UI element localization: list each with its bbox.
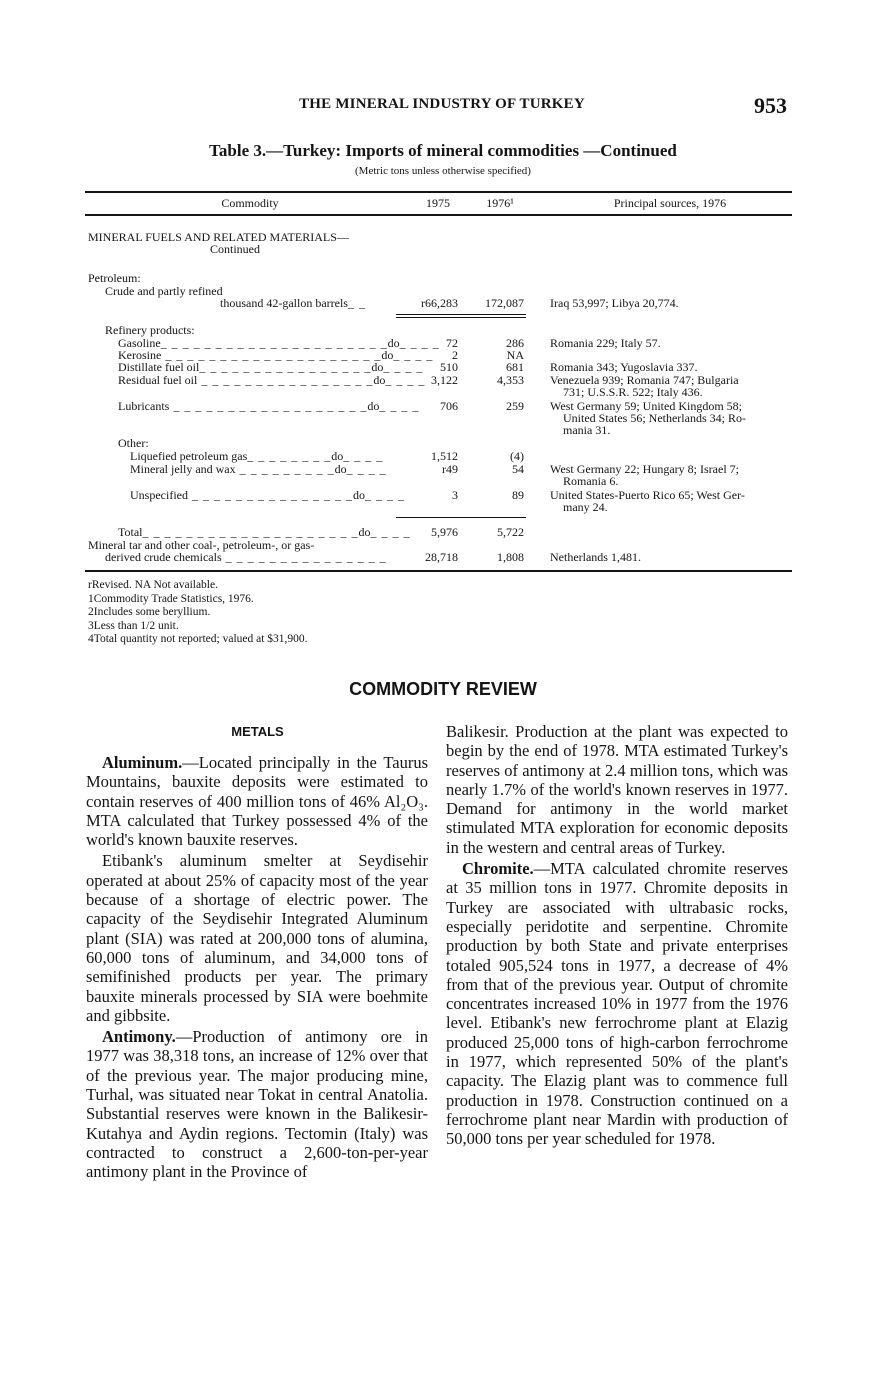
row-sources: West Germany 59; United Kingdom 58; <box>550 399 743 413</box>
row-sources-cont: Romania 6. <box>563 474 619 488</box>
footnote: 3Less than 1/2 unit. <box>88 619 179 632</box>
paragraph-lead: Aluminum. <box>102 753 183 772</box>
row-1976: 54 <box>512 462 524 476</box>
total-rule <box>396 517 526 518</box>
paragraph-text: —Production of antimony ore in 1977 was 38,318 tons, an increase of 12% over that of the previous year. The major producing mine, Turhal, was situated near Tokat in central Anatolia. Substantial reserves were known in the Balikesir-Kutahya and Aydin regions. Tectomin (Italy) was contracted to construct a 2,600-ton-per-year antimony plant in the Province of <box>86 1027 428 1182</box>
row-name: Mineral jelly and wax <box>130 462 236 476</box>
row-name: Residual fuel oil <box>118 373 198 387</box>
row-1976: 681 <box>506 360 524 374</box>
tar-label: Mineral tar and other coal-, petroleum-, or gas- <box>88 538 315 552</box>
paragraph-lead: Antimony. <box>102 1027 176 1047</box>
footnote: 4Total quantity not reported; valued at $31,900. <box>88 633 308 645</box>
row-1975: 510 <box>440 360 458 374</box>
table-row: Mineral jelly and wax _ _ _ _ _ _ _ _ _do_ _ _ _ <box>130 462 387 476</box>
col-header-sources: Principal sources, 1976 <box>613 196 727 210</box>
row-unit: do <box>334 462 347 476</box>
paragraph <box>86 753 428 849</box>
row-name: Lubricants <box>118 399 170 413</box>
row-sources: United States-Puerto Rico 65; West Ger- <box>550 488 745 502</box>
tar-sources: Netherlands 1,481. <box>550 550 641 564</box>
row-name: Liquefied petroleum gas <box>130 449 248 463</box>
table-title: Table 3.—Turkey: Imports of mineral commodities —Continued <box>209 141 677 160</box>
tar-1975: 28,718 <box>425 550 458 564</box>
table-row: Unspecified _ _ _ _ _ _ _ _ _ _ _ _ _ _ _do_ _ _ _ <box>130 488 405 502</box>
row-1975: 1,512 <box>431 449 458 463</box>
total-1976: 5,722 <box>497 525 524 539</box>
row-name: Gasoline <box>118 336 161 350</box>
row-1975: 2 <box>452 348 458 362</box>
paragraph-text: Etibank's aluminum smelter at Seydisehir operated at about 25% of capacity most of the year because of a shortage of electric power. The capacity of the Seydisehir Integrated Aluminum plant (SIA) was rated at 200,000 tons of alumina, 60,000 tons of aluminum, and 34,000 tons of semifinished products per year. The primary bauxite minerals processed by SIA were boehmite and gibbsite. <box>86 851 428 1025</box>
paragraph-text: —Located principally in the Taurus Mountains, bauxite deposits were estimated to contain reserves of 400 million tons of 46% Al₂O₃. MTA calculated that Turkey possessed 4% of the world's known bauxite reserves. <box>86 753 428 850</box>
total-1975: 5,976 <box>431 525 458 539</box>
row-1975: 3,122 <box>431 373 458 387</box>
row-sources: Venezuela 939; Romania 747; Bulgaria <box>550 373 739 387</box>
left-column <box>86 753 428 1182</box>
row-name: Distillate fuel oil <box>118 360 200 374</box>
row-sources-cont: mania 31. <box>563 423 611 437</box>
table-unit-note: (Metric tons unless otherwise specified) <box>355 165 531 177</box>
paragraph-lead: Chromite. <box>462 859 534 879</box>
row-1976: 259 <box>506 399 524 413</box>
table-bottom-rule <box>85 570 792 572</box>
row-1976: 89 <box>512 488 524 502</box>
total-row: Total_ _ _ _ _ _ _ _ _ _ _ _ _ _ _ _ _ _ _ _do_ _ _ _ <box>118 525 411 539</box>
running-head <box>0 94 886 118</box>
paragraph-text: Balikesir. Production at the plant was expected to begin by the end of 1978. MTA estimated Turkey's reserves of antimony at 2.4 million tons, which was nearly 1.7% of the world's known reserves in 1977. Demand for antimony in the world market stimulated MTA exploration for economic deposits in the western and central areas of Turkey. <box>446 722 788 857</box>
table-row: Liquefied petroleum gas_ _ _ _ _ _ _ _do_ _ _ _ <box>130 449 384 463</box>
other-label: Other: <box>118 436 149 450</box>
paragraph <box>86 851 428 1025</box>
table-row: Distillate fuel oil_ _ _ _ _ _ _ _ _ _ _ _ _ _ _ _do_ _ _ _ <box>118 360 424 374</box>
crude-label: Crude and partly refined <box>105 284 223 298</box>
footnote: rRevised. NA Not available. <box>88 579 218 591</box>
total-unit: do <box>358 525 371 539</box>
paragraph-text: —MTA calculated chromite reserves at 35 million tons in 1977. Chromite deposits in Turkey are associated with ultrabasic rocks, especially peridotite and serpentine. Chromite production by both State and private enterprises totaled 905,524 tons in 1977, a decrease of 4% from that of the previous year. Output of chromite concentrates increased 10% in 1977 from the 1976 level. Etibank's new ferrochrome plant at Elazig produced 25,000 tons of high-carbon ferrochrome in 1977, which represented 50% of the plant's capacity. The Elazig plant was to commence full production in 1978. Construction continued on a ferrochrome plant near Mardin with production of 50,000 tons per year scheduled for 1978. <box>446 859 788 1149</box>
col-header-1975: 1975 <box>426 196 450 210</box>
row-1975: r49 <box>442 462 458 476</box>
total-label: Total <box>118 525 143 539</box>
row-unit: do <box>371 360 384 374</box>
crude-sources: Iraq 53,997; Libya 20,774. <box>550 296 679 310</box>
row-sources: Romania 229; Italy 57. <box>550 336 661 350</box>
table-header-rule <box>85 214 792 216</box>
table-row: Residual fuel oil _ _ _ _ _ _ _ _ _ _ _ _ _ _ _ _do_ _ _ _ <box>118 373 426 387</box>
footnote: 2Includes some beryllium. <box>88 606 211 618</box>
page-number: 953 <box>754 93 787 118</box>
running-title: THE MINERAL INDUSTRY OF TURKEY <box>299 96 585 112</box>
row-unit: do <box>381 348 394 362</box>
tar-1976: 1,808 <box>497 550 524 564</box>
metals-heading: METALS <box>231 724 284 739</box>
tar-label-text: derived crude chemicals <box>105 550 222 564</box>
footnotes <box>88 579 308 647</box>
section-heading: MINERAL FUELS AND RELATED MATERIALS— <box>88 230 349 244</box>
table-top-rule <box>85 191 792 193</box>
row-sources-cont: United States 56; Netherlands 34; Ro- <box>563 411 746 425</box>
section-heading-continued: Continued <box>210 242 260 256</box>
tar-label-cont: derived crude chemicals _ _ _ _ _ _ _ _ _ _ _ _ _ _ _ <box>105 550 387 564</box>
row-unit: do <box>331 449 344 463</box>
row-unit: do <box>373 373 386 387</box>
right-column <box>446 722 788 1149</box>
paragraph <box>86 1027 428 1181</box>
row-1975: 706 <box>440 399 458 413</box>
row-1976: NA <box>506 348 524 362</box>
crude-1976: 172,087 <box>485 296 524 310</box>
col-header-1976: 1976¹ <box>486 196 514 210</box>
table-row: Gasoline_ _ _ _ _ _ _ _ _ _ _ _ _ _ _ _ _ _ _ _ _do_ _ _ _ <box>118 336 440 350</box>
crude-1975: r66,283 <box>421 296 458 310</box>
paragraph <box>446 859 788 1148</box>
row-name: Kerosine <box>118 348 162 362</box>
row-1976: 286 <box>506 336 524 350</box>
row-sources: West Germany 22; Hungary 8; Israel 7; <box>550 462 739 476</box>
table-row: Kerosine _ _ _ _ _ _ _ _ _ _ _ _ _ _ _ _ _ _ _ _do_ _ _ _ <box>118 348 434 362</box>
petroleum-label: Petroleum: <box>88 271 141 285</box>
crude-unit-text: thousand 42-gallon barrels <box>220 296 348 310</box>
refinery-label: Refinery products: <box>105 323 195 337</box>
row-sources-cont: 731; U.S.S.R. 522; Italy 436. <box>563 385 703 399</box>
row-unit: do <box>367 399 380 413</box>
table-row: Lubricants _ _ _ _ _ _ _ _ _ _ _ _ _ _ _ _ _ _do_ _ _ _ <box>118 399 420 413</box>
paragraph <box>446 722 788 857</box>
row-1975: 72 <box>446 336 458 350</box>
row-unit: do <box>352 488 365 502</box>
col-header-commodity: Commodity <box>221 196 279 210</box>
crude-double-rule <box>396 314 526 315</box>
row-name: Unspecified <box>130 488 188 502</box>
row-unit: do <box>387 336 400 350</box>
footnote: 1Commodity Trade Statistics, 1976. <box>88 592 254 605</box>
row-sources-cont: many 24. <box>563 500 608 514</box>
row-sources: Romania 343; Yugoslavia 337. <box>550 360 698 374</box>
row-1976: (4) <box>510 449 524 463</box>
crude-unit: thousand 42-gallon barrels_ _ <box>220 296 366 310</box>
crude-double-rule-2 <box>396 317 526 318</box>
row-1975: 3 <box>452 488 458 502</box>
row-1976: 4,353 <box>497 373 524 387</box>
commodity-review-heading: COMMODITY REVIEW <box>349 679 537 699</box>
